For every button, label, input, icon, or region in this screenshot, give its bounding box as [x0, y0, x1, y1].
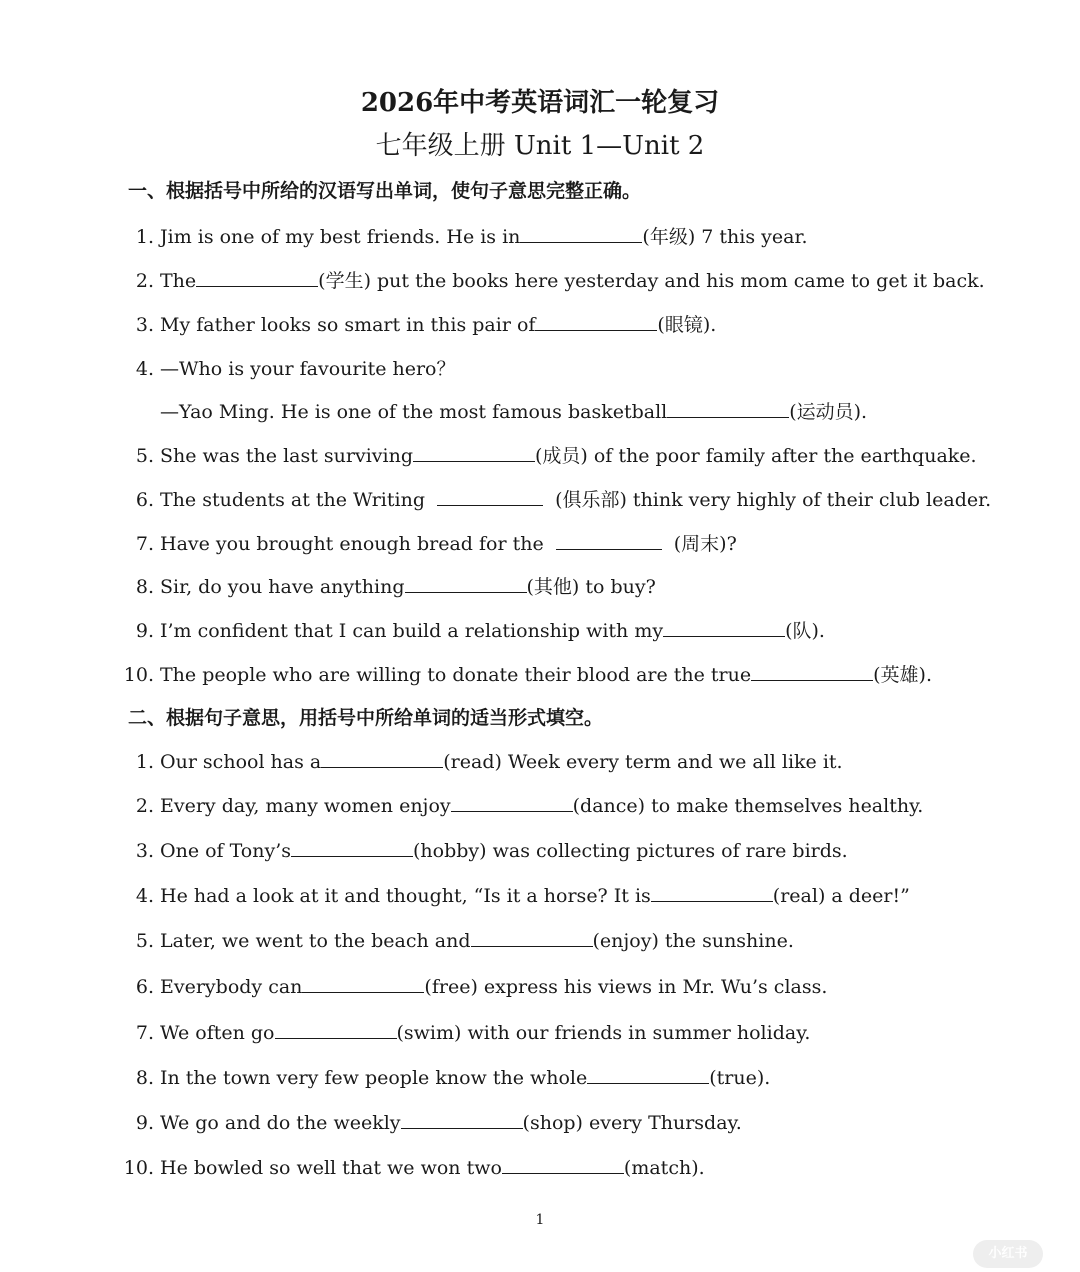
answer-blank[interactable]: [437, 487, 543, 506]
item-number: 6.: [135, 489, 154, 511]
item-text-before: Sir, do you have anything: [160, 576, 405, 598]
section-1-heading: 一、根据括号中所给的汉语写出单词，使句子意思完整正确。: [128, 180, 642, 202]
answer-blank[interactable]: [556, 531, 662, 550]
item-text-after: (free) express his views in Mr. Wu’s class.: [424, 976, 828, 998]
item-text-after: (true).: [709, 1067, 771, 1089]
answer-blank[interactable]: [520, 224, 642, 243]
item-number: 2.: [135, 270, 154, 292]
worksheet-title: 2026年中考英语词汇一轮复习: [360, 88, 720, 118]
answer-blank[interactable]: [651, 883, 773, 902]
answer-blank[interactable]: [291, 838, 413, 857]
answer-blank[interactable]: [535, 312, 657, 331]
item-text-before: One of Tony’s: [160, 840, 292, 862]
item-number: 3.: [135, 840, 154, 862]
item-text-before: Every day, many women enjoy: [160, 795, 451, 817]
answer-blank[interactable]: [751, 662, 873, 681]
item-text-before: The: [160, 270, 197, 292]
item-text-before: He bowled so well that we won two: [160, 1157, 502, 1179]
item-number: 10.: [123, 1157, 154, 1179]
item-text-after: (运动员).: [789, 401, 868, 423]
worksheet-subtitle: 七年级上册 Unit 1—Unit 2: [375, 131, 705, 161]
item-text-before: We go and do the weekly: [160, 1112, 401, 1134]
item-text-after: (眼镜).: [657, 314, 717, 336]
item-number: 1.: [135, 751, 154, 773]
item-text-after: (年级) 7 this year.: [642, 226, 808, 248]
item-text-after: (read) Week every term and we all like it.: [443, 751, 843, 773]
answer-blank[interactable]: [321, 749, 443, 768]
item-text-after: (周末)?: [667, 533, 737, 555]
item-number: 3.: [135, 314, 154, 336]
item-text-before: She was the last surviving: [160, 445, 413, 467]
item-number: 8.: [135, 576, 154, 598]
answer-blank[interactable]: [587, 1065, 709, 1084]
answer-blank[interactable]: [275, 1020, 397, 1039]
item-number: 4.: [135, 885, 154, 907]
answer-blank[interactable]: [302, 974, 424, 993]
item-number: 10.: [123, 664, 154, 686]
item-text-before: Later, we went to the beach and: [160, 930, 471, 952]
answer-blank[interactable]: [401, 1110, 523, 1129]
item-text-before: Everybody can: [160, 976, 303, 998]
item-text-after: (其他) to buy?: [526, 576, 656, 598]
item-text-after: (shop) every Thursday.: [522, 1112, 742, 1134]
item-number: 2.: [135, 795, 154, 817]
answer-blank[interactable]: [413, 443, 535, 462]
item-text-after: (hobby) was collecting pictures of rare birds.: [413, 840, 848, 862]
item-text-after: (enjoy) the sunshine.: [592, 930, 794, 952]
watermark-logo: 小红书: [973, 1240, 1043, 1268]
item-text-after: (队).: [785, 620, 825, 642]
answer-blank[interactable]: [405, 574, 527, 593]
item-text-after: (match).: [623, 1157, 705, 1179]
item-number: 8.: [135, 1067, 154, 1089]
item-text-before: Have you brought enough bread for the: [160, 533, 550, 555]
item-text-before: We often go: [160, 1022, 275, 1044]
item-text-after: (real) a deer!”: [772, 885, 910, 907]
answer-blank[interactable]: [451, 793, 573, 812]
item-text-after: (成员) of the poor family after the earthquake.: [535, 445, 977, 467]
item-text-before: —Who is your favourite hero？: [160, 358, 456, 380]
answer-blank[interactable]: [196, 268, 318, 287]
section-2-heading: 二、根据句子意思，用括号中所给单词的适当形式填空。: [128, 707, 604, 729]
item-number: 7.: [135, 1022, 154, 1044]
page-number: 1: [535, 1212, 545, 1228]
answer-blank[interactable]: [471, 928, 593, 947]
item-number: 4.: [135, 358, 154, 380]
item-text-after: (学生) put the books here yesterday and his mom came to get it back.: [318, 270, 985, 292]
item-text-before: In the town very few people know the whole: [160, 1067, 588, 1089]
item-text-after: (俱乐部) think very highly of their club leader.: [549, 489, 992, 511]
item-text-before: Jim is one of my best friends. He is in: [160, 226, 521, 248]
item-text-before: He had a look at it and thought, “Is it a horse? It is: [160, 885, 651, 907]
item-text-after: (swim) with our friends in summer holiday.: [396, 1022, 811, 1044]
item-text-before: The students at the Writing: [160, 489, 432, 511]
answer-blank[interactable]: [502, 1155, 624, 1174]
item-text-after: (dance) to make themselves healthy.: [572, 795, 924, 817]
item-text-before: Our school has a: [160, 751, 322, 773]
item-number: 9.: [135, 1112, 154, 1134]
item-text-before: The people who are willing to donate their blood are the true: [160, 664, 752, 686]
item-number: 7.: [135, 533, 154, 555]
answer-blank[interactable]: [663, 618, 785, 637]
item-text-before: My father looks so smart in this pair of: [160, 314, 536, 336]
item-number: 9.: [135, 620, 154, 642]
item-text-before: I’m confident that I can build a relationship with my: [160, 620, 664, 642]
item-number: 6.: [135, 976, 154, 998]
item-number: 1.: [135, 226, 154, 248]
item-text-after: (英雄).: [873, 664, 932, 686]
answer-blank[interactable]: [667, 399, 789, 418]
item-number: 5.: [135, 445, 154, 467]
item-text-before: —Yao Ming. He is one of the most famous basketball: [160, 401, 668, 423]
item-number: 5.: [135, 930, 154, 952]
